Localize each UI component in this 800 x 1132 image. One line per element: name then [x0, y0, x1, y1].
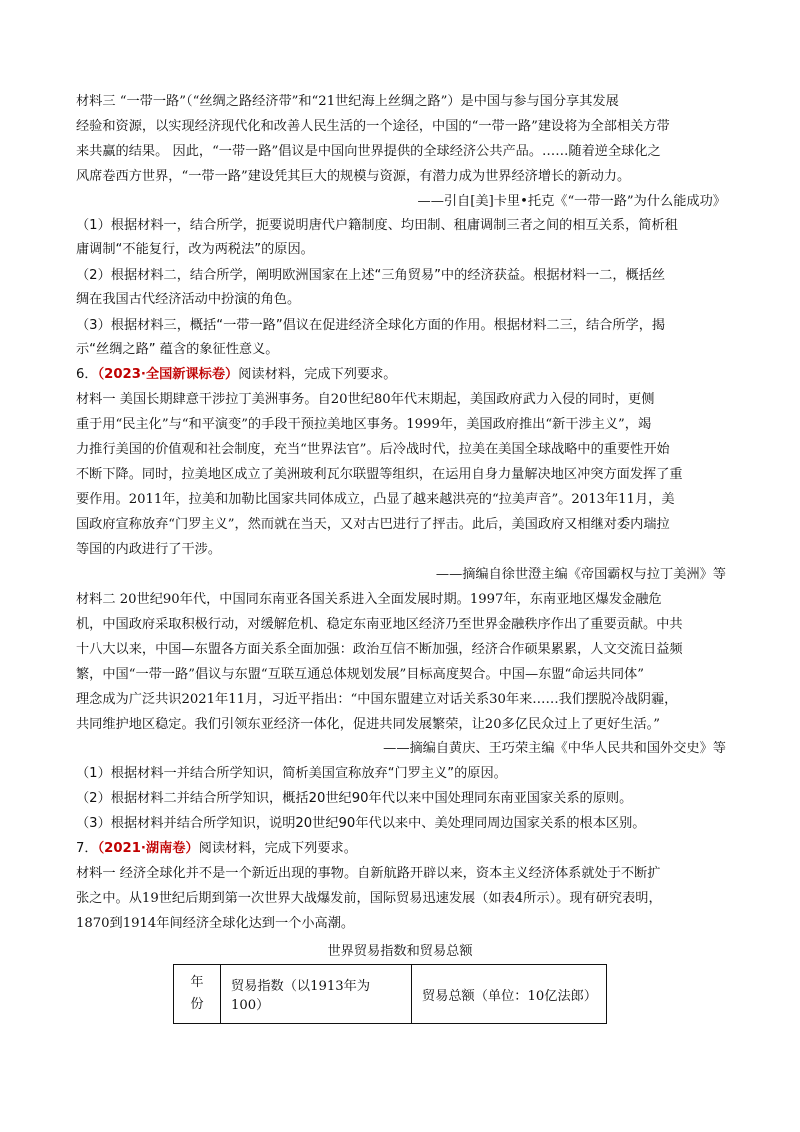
- q7-number: 7．: [76, 841, 98, 856]
- q7-prompt: 阅读材料，完成下列要求。: [198, 841, 357, 856]
- q5-sub1-line1: （1）根据材料一，结合所学，扼要说明唐代户籍制度、均田制、租庸调制三者之间的相互关系，简析租: [76, 218, 678, 233]
- q6-sub3: （3）根据材料并结合所学知识，说明20世纪90年代以来中、美处理同周边国家关系的根本区别。: [76, 816, 646, 831]
- header-trade-total: 贸易总额（单位：10亿法郎）: [412, 965, 607, 1024]
- q6-material1-line-1: 材料一 美国长期肆意干涉拉丁美洲事务。自20世纪80年代末期起，美国政府武力入侵的同时，更侧: [76, 392, 655, 407]
- material3-citation: ——引自[美]卡里•托克《“一带一路”为什么能成功》: [417, 194, 726, 209]
- q6-material1-line-3: 力推行美国的价值观和社会制度，充当“世界法官”。后冷战时代，拉美在美国全球战略中的重要性开始: [76, 442, 670, 457]
- q6-prompt: 阅读材料，完成下列要求。: [238, 367, 397, 382]
- q6-material2-line-5: 理念成为广泛共识2021年11月，习近平指出：“中国东盟建立对话关系30年来……我们摆脱冷战阴霾，: [76, 692, 678, 707]
- q6-material2-line-2: 机，中国政府采取积极行动，对缓解危机、稳定东南亚地区经济乃至世界金融秩序作出了重要贡献。中共: [76, 617, 683, 632]
- q6-material2-line-6: 共同维护地区稳定。我们引领东亚经济一体化，促进共同发展繁荣，让20多亿民众过上了更好生活。”: [76, 717, 660, 732]
- q5-sub2-line2: 绸在我国古代经济活动中扮演的角色。: [76, 292, 301, 307]
- q6-sub2: （2）根据材料二并结合所学知识，概括20世纪90年代以来中国处理同东南亚国家关系的原则。: [76, 791, 633, 806]
- q7-material1-line-2: 张之中。从19世纪后期到第一次世界大战爆发前，国际贸易迅速发展（如表4所示）。现有研究表明，: [76, 891, 662, 906]
- q5-sub1-line2: 庸调制“不能复行，改为两税法”的原因。: [76, 242, 314, 257]
- q6-material1-line-5: 要作用。2011年，拉美和加勒比国家共同体成立，凸显了越来越洪亮的“拉美声音”。2013年11月，美: [76, 492, 675, 507]
- q5-sub3-line2: 示“丝绸之路” 蕴含的象征性意义。: [76, 342, 279, 357]
- q7-source: （2021·湖南卷）: [97, 841, 199, 856]
- q6-material2-line-1: 材料二 20世纪90年代，中国同东南亚各国关系进入全面发展时期。1997年，东南亚地区爆发金融危: [76, 592, 662, 607]
- q7-material1-line-3: 1870到1914年间经济全球化达到一个小高潮。: [76, 916, 355, 931]
- q6-sub1: （1）根据材料一并结合所学知识，简析美国宣称放弃“门罗主义”的原因。: [76, 766, 507, 781]
- q6-number: 6．: [76, 367, 98, 382]
- q6-citation2: ——摘编自黄庆、王巧荣主编《中华人民共和国外交史》等: [383, 741, 726, 756]
- table-header-row: [174, 965, 607, 1024]
- q6-material2-line-4: 繁，中国“一带一路”倡议与东盟“互联互通总体规划发展”目标高度契合。中国—东盟“命运共同体”: [76, 667, 644, 682]
- q6-citation1: ——摘编自徐世澄主编《帝国霸权与拉丁美洲》等: [435, 567, 726, 582]
- q7-header: [76, 837, 726, 862]
- q5-sub3-line1: （3）根据材料三，概括“一带一路”倡议在促进经济全球化方面的作用。根据材料二三，结合所学，揭: [76, 318, 666, 333]
- header-trade-index: 贸易指数（以1913年为100）: [221, 965, 412, 1024]
- q5-sub2-line1: （2）根据材料二，结合所学，阐明欧洲国家在上述“三角贸易”中的经济获益。根据材料一二，概括丝: [76, 268, 666, 283]
- q6-material1-line-7: 等国的内政进行了干涉。: [76, 542, 222, 557]
- q7-material1-line-1: 材料一 经济全球化并不是一个新近出现的事物。自新航路开辟以来，资本主义经济体系就处于不断扩: [76, 866, 661, 881]
- material3-line-2: 经验和资源，以实现经济现代化和改善人民生活的一个途径，中国的“一带一路”建设将为全部相关方带: [76, 119, 670, 134]
- q6-material1-line-4: 不断下降。同时，拉美地区成立了美洲玻利瓦尔联盟等组织，在运用自身力量解决地区冲突方面发挥了重: [76, 467, 683, 482]
- q6-header: [76, 363, 726, 388]
- header-year: [174, 965, 221, 1024]
- q6-material1-line-6: 国政府宣称放弃“门罗主义”，然而就在当天，又对古巴进行了抨击。此后，美国政府又相继对委内瑞拉: [76, 517, 670, 532]
- q6-source: （2023·全国新课标卷）: [97, 367, 239, 382]
- header-year-label: 年份: [190, 975, 204, 1012]
- material3-line-3: 来共赢的结果。 因此，“一带一路”倡议是中国向世界提供的全球经济公共产品。……随着逆全球化之: [76, 144, 661, 159]
- q6-material2-line-3: 十八大以来，中国—东盟各方面关系全面加强：政治互信不断加强，经济合作硕果累累，人文交流日益频: [76, 642, 683, 657]
- material3-line-4: 风席卷西方世界，“一带一路”建设凭其巨大的规模与资源，有潜力成为世界经济增长的新动力。: [76, 169, 631, 184]
- q6-material1-line-2: 重于用“民主化”与“和平演变”的手段干预拉美地区事务。1999年，美国政府推出“新干涉主义”，竭: [76, 417, 652, 432]
- table-caption: 世界贸易指数和贸易总额: [327, 944, 473, 959]
- material3-line-1: 材料三 “一带一路”（“丝绸之路经济带”和“21世纪海上丝绸之路”）是中国与参与国分享其发展: [76, 94, 619, 109]
- trade-table: [173, 964, 607, 1024]
